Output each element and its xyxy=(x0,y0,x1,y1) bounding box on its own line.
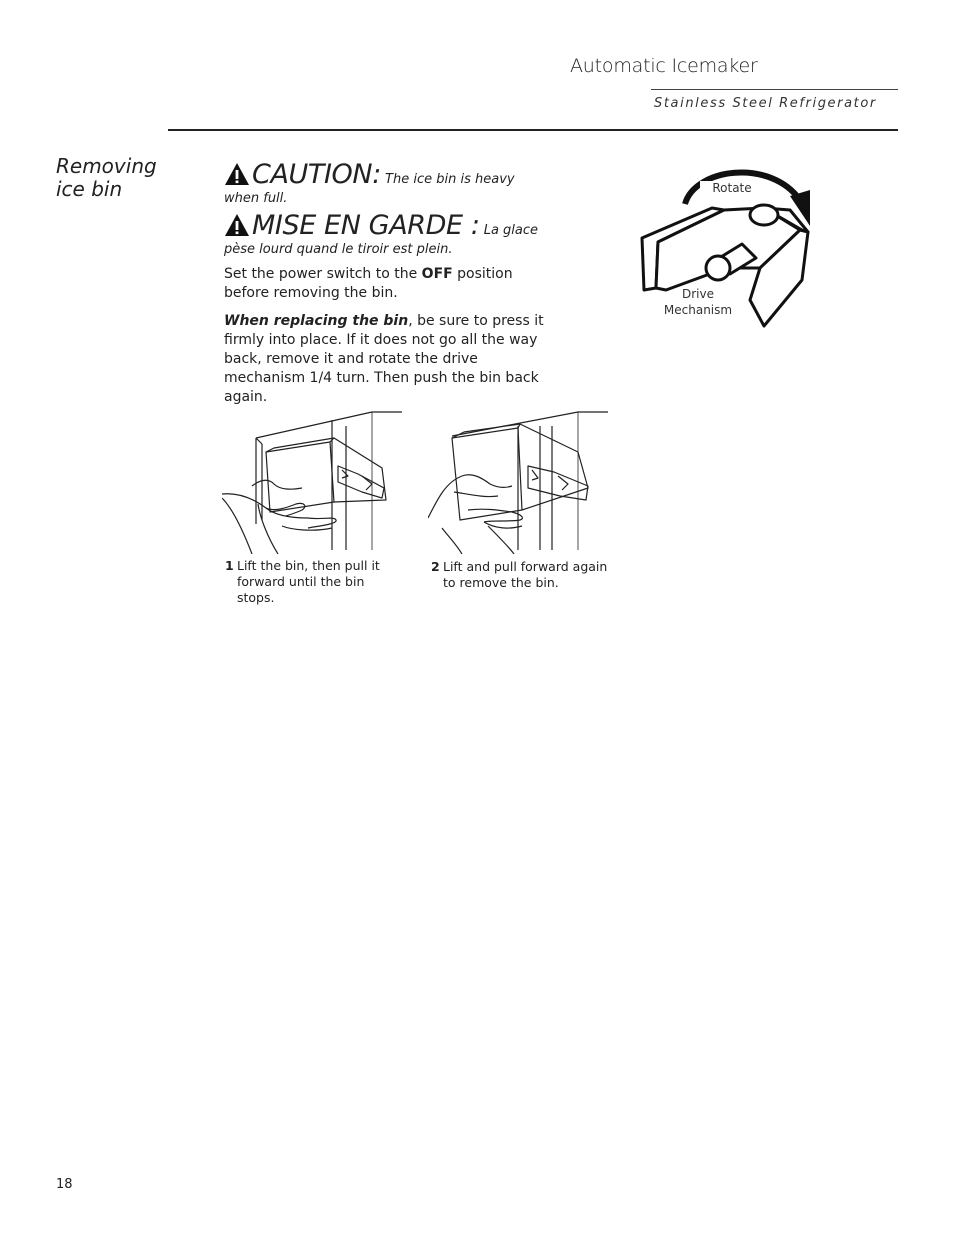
header-divider-long xyxy=(168,129,898,131)
caution-fr xyxy=(224,211,544,258)
page-number: 18 xyxy=(56,1177,73,1192)
caution-text: The ice bin is heavy when full. xyxy=(224,172,515,206)
replace-text: , be sure to press it firmly into place. If it does not go all the way back, remove it and rotate the drive mechanism 1/4 turn. Then push the bin back again. xyxy=(224,313,544,405)
drive-label-line2: Mechanism xyxy=(663,303,733,317)
warning-icon xyxy=(224,213,250,237)
section-title xyxy=(56,155,157,201)
step-1-caption xyxy=(225,558,405,606)
replace-bold: When replacing the bin xyxy=(224,313,409,329)
step2-illustration xyxy=(428,408,612,554)
mise-en-garde-label: MISE EN GARDE : xyxy=(252,210,480,241)
header-divider-short xyxy=(651,89,898,90)
step1-illustration xyxy=(222,408,406,554)
power-text-post: position before removing the bin. xyxy=(224,266,513,301)
header-title: Automatic Icemaker xyxy=(570,55,758,77)
header-subtitle: Stainless Steel Refrigerator xyxy=(654,96,877,111)
section-title-line2: ice bin xyxy=(56,177,123,201)
step-text: Lift the bin, then pull it forward until the bin stops. xyxy=(237,558,380,605)
step-text: Lift and pull forward again to remove the bin. xyxy=(443,559,608,590)
step-number: 1 xyxy=(225,558,234,573)
section-title-line1: Removing xyxy=(56,154,157,178)
caution-block xyxy=(224,160,544,258)
power-instruction xyxy=(224,265,554,303)
warning-icon xyxy=(224,162,250,186)
step-number: 2 xyxy=(431,559,440,574)
off-label: OFF xyxy=(421,266,453,282)
power-text-pre: Set the power switch to the xyxy=(224,266,422,282)
mise-en-garde-text: La glace pèse lourd quand le tiroir est plein. xyxy=(224,223,539,257)
drive-label-line1: Drive xyxy=(682,287,714,301)
drive-mechanism-label xyxy=(655,286,741,318)
caution-en xyxy=(224,160,544,207)
rotate-label: Rotate xyxy=(700,181,764,195)
step-2-caption xyxy=(431,559,611,591)
caution-label: CAUTION: xyxy=(252,159,381,190)
replace-instruction xyxy=(224,312,554,407)
